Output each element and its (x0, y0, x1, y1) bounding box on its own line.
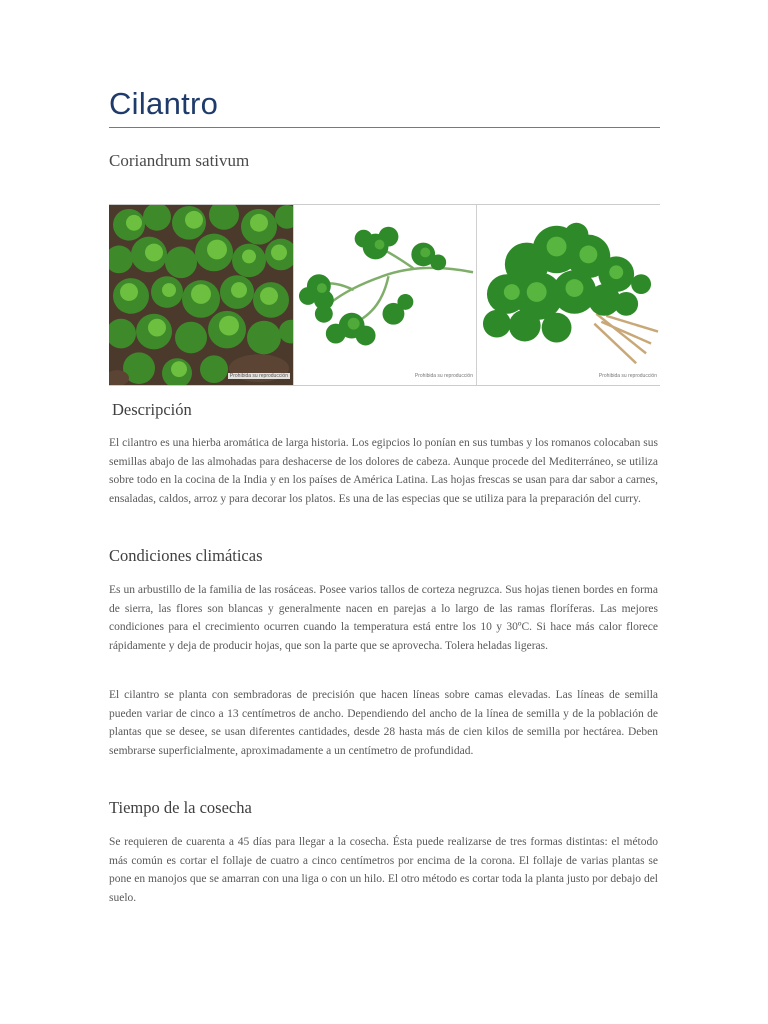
photo-watermark: Prohibida su reproducción (229, 373, 288, 379)
cilantro-field-photo (109, 205, 293, 385)
paragraph-descripcion: El cilantro es una hierba aromática de larga historia. Los egipcios lo ponían en sus tumbas y los romanos colocaban sus semillas abajo de las almohadas para deshacerse de los dolores de cabeza. Aunque procede del Mediterráneo, se utiliza sobre todo en la cocina de la India y en los países de América Latina. Las hojas frescas se usan para dar sabor a carnes, ensaladas, caldos, arroz y para decorar los platos. Es una de las especias que se utiliza para la preparación del curry. (109, 437, 658, 505)
paragraph-cosecha: Se requieren de cuarenta a 45 días para llegar a la cosecha. Ésta puede realizarse de tres formas distintas: el método más común es cortar el follaje de cuatro a cinco centímetros por encima de la corona. El follaje de varias plantas se pone en manojos que se amarran con una liga o con un hilo. El otro método es cortar toda la planta justo por debajo del suelo. (109, 836, 658, 904)
photo-strip (109, 204, 660, 386)
cilantro-sprig-photo (293, 205, 476, 385)
section-heading-cosecha: Tiempo de la cosecha (109, 798, 252, 817)
paragraph-condiciones-1: Es un arbustillo de la familia de las rosáceas. Posee varios tallos de corteza negruzca. Sus hojas tienen bordes en forma de sierra, las flores son blancas y generalmente nacen en parejas a lo largo de las ramas floríferas. Las mejores condiciones para el crecimiento ocurren cuando la temperatura está entre los 10 y 30ºC. Si hace más calor florece rápidamente y deja de producir hojas, que son la parte que se aprovecha. Tolera heladas ligeras. (109, 584, 658, 652)
section-heading-condiciones: Condiciones climáticas (109, 546, 263, 565)
page-title: Cilantro (109, 86, 219, 121)
section-heading-descripcion: Descripción (112, 400, 192, 419)
page-subtitle: Coriandrum sativum (109, 151, 250, 170)
title-underline (109, 127, 660, 128)
photo-watermark: Prohibida su reproducción (414, 373, 473, 379)
photo-watermark: Prohibida su reproducción (598, 373, 657, 379)
paragraph-condiciones-2: El cilantro se planta con sembradoras de precisión que hacen líneas sobre camas elevadas. Las líneas de semilla pueden variar de cinco a 13 centímetros de ancho. Dependiendo del ancho de la línea de semilla y de la población de plantas que se desee, se usan diferentes cantidades, desde 28 hasta más de cien kilos de semilla por hectárea. Deben sembrarse superficialmente, aproximadamente a un centímetro de profundidad. (109, 689, 658, 757)
cilantro-bunch-photo (476, 205, 660, 385)
